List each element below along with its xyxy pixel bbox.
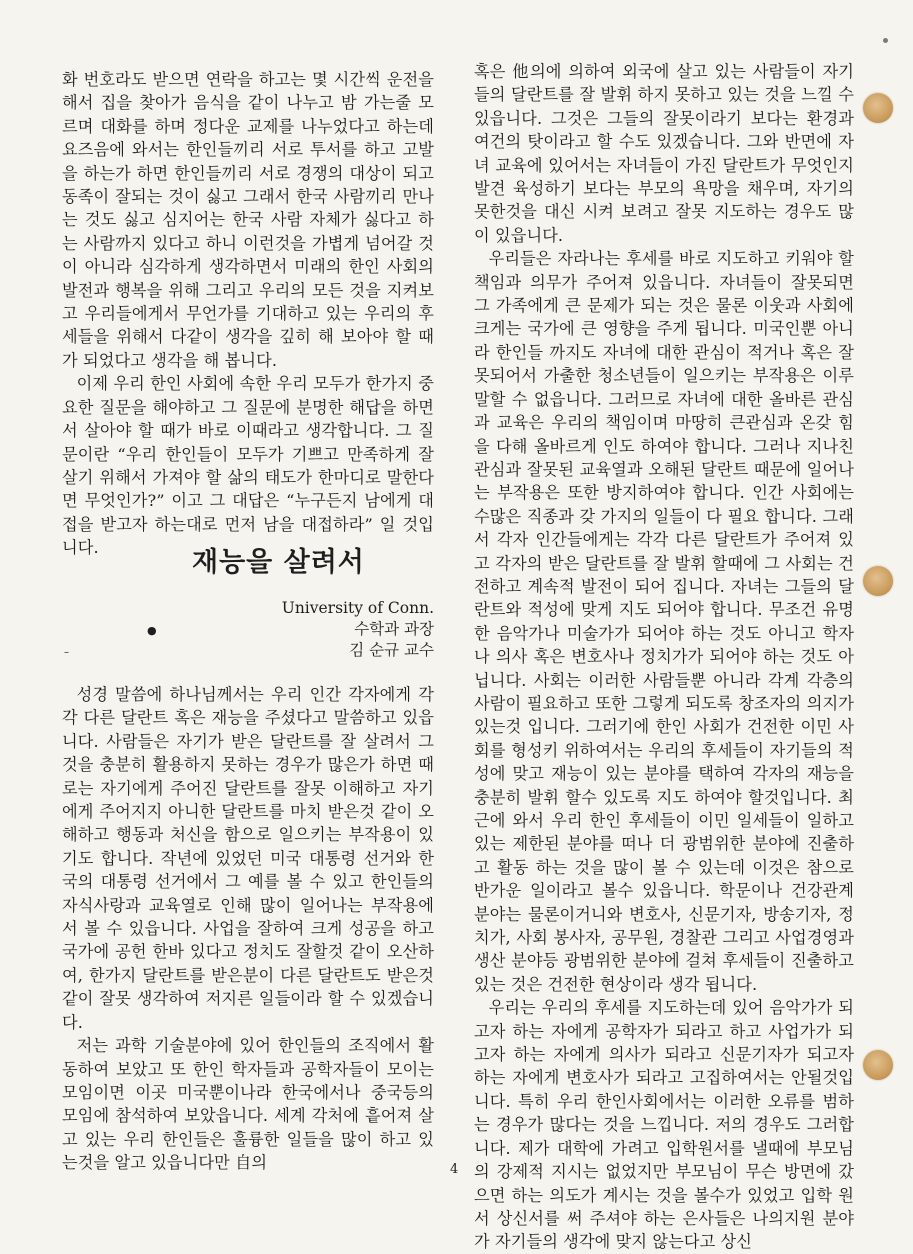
punch-hole xyxy=(863,93,893,123)
dash-mark: – xyxy=(64,647,69,658)
page-number: 4 xyxy=(450,1162,459,1177)
article-body-right xyxy=(474,60,854,1254)
bullet-mark: ● xyxy=(147,624,157,637)
punch-hole xyxy=(863,1050,893,1080)
paragraph: 화 번호라도 받으면 연락을 하고는 몇 시간씩 운전을 해서 집을 찾아가 음식을 같이 나누고 밤 가는줄 모르며 대화를 하며 정다운 교제를 나누었다고 하는데 요즈음에 와서는 한인들끼리 서로 투서를 하고 고발을 하는가 하면 한인들끼리 서로 경쟁의 대상이 되고 동족이 잘되는 것이 싫고 그래서 한국 사람끼리 만나는 것도 싫고 심지어는 한국 사람 자체가 싫다고 하는 사람까지 있다고 하니 이런것을 가볍게 넘어갈 것이 아니라 심각하게 생각하면서 미래의 한인 사회의 발전과 행복을 위해 그리고 우리의 모든 것을 지켜보고 우리들에게서 무언가를 기대하고 있는 우리의 후세들을 위해서 다같이 생각을 깊히 해 보아야 할 때가 되었다고 생각을 해 봅니다. xyxy=(62,70,434,370)
paragraph: 저는 과학 기술분야에 있어 한인들의 조직에서 활동하여 보았고 또 한인 학자들과 공학자들이 모이는 모임이면 이곳 미국뿐이나라 한국에서나 중국등의 모임에 참석하여 보았읍니다. 세계 각처에 흩어져 살고 있는 우리 한인들은 훌륭한 일들을 많이 하고 있는것을 알고 있읍니다만 自의 xyxy=(62,1036,434,1173)
binder-pin-mark xyxy=(883,38,888,43)
paragraph: 성경 말씀에 하나님께서는 우리 인간 각자에게 각각 다른 달란트 혹은 재능을 주셨다고 말씀하고 있읍니다. 사람들은 자기가 받은 달란트를 잘 살려서 그것을 충분히 활용하지 못하는 경우가 많은가 하면 때로는 자기에게 주어진 달란트를 잘못 이해하고 자기에게 주어지지 아니한 달란트를 마치 받은것 같이 오해하고 행동과 처신을 함으로 일으키는 부작용이 있기도 합니다. 작년에 있었던 미국 대통령 선거와 한국의 대통령 선거에서 그 예를 볼 수 있고 한인들의 자식사랑과 교육열로 인해 많이 일어나는 부작용에서 볼 수 있읍니다. 사업을 잘하여 크게 성공을 하고 국가에 공헌 한바 있다고 정치도 잘할것 같이 오산하여, 한가지 달란트를 받은분이 다른 달란트도 받은것 같이 잘못 생각하여 저지른 일들이라 할 수 있겠습니다. xyxy=(62,685,434,1032)
punch-hole xyxy=(863,566,893,596)
article-body-left xyxy=(62,683,434,1175)
paragraph: 혹은 他의에 의하여 외국에 살고 있는 사람들이 자기들의 달란트를 잘 발휘 하지 못하고 있는 것을 느낄 수 있읍니다. 그것은 그들의 잘못이라기 보다는 환경과 여건의 탓이라고 할 수도 있겠습니다. 그와 반면에 자녀 교육에 있어서는 자녀들이 가진 달란트가 무엇인지 발견 육성하기 보다는 부모의 욕망을 채우며, 자기의 못한것을 대신 시켜 보려고 잘못 지도하는 경우도 많이 있읍니다. xyxy=(474,62,854,245)
byline-department: 수학과 과장 xyxy=(354,620,434,638)
left-column-continued-text xyxy=(62,68,434,560)
paragraph: 우리들은 자라나는 후세를 바로 지도하고 키워야 할 책임과 의무가 주어져 있읍니다. 자녀들이 잘못되면 그 가족에게 큰 문제가 되는 것은 물론 이웃과 사회에 크게는 국가에 큰 영향을 주게 됩니다. 미국인뿐 아니라 한인들 까지도 자녀에 대한 관심이 적거나 혹은 잘못되어서 가출한 청소년들이 일으키는 부작용은 이루 말할 수 없읍니다. 그러므로 자녀에 대한 올바른 관심과 교육은 우리의 책임이며 마땅히 큰관심과 온갖 힘을 다해 올바르게 인도 하여야 합니다. 그러나 지나친 관심과 잘못된 교육열과 오해된 달란트 때문에 일어나는 부작용은 또한 방지하여야 합니다. 인간 사회에는 수많은 직종과 갖 가지의 일들이 다 필요 합니다. 그래서 각자 인간들에게는 각각 다른 달란트가 주어져 있고 각자의 받은 달란트를 잘 발휘 할때에 그 사회는 건전하고 계속적 발전이 되어 집니다. 자녀는 그들의 달란트와 적성에 맞게 지도 되어야 합니다. 무조건 유명한 음악가나 미술가가 되어야 하는 것도 아니고 학자나 의사 혹은 변호사나 정치가가 되어야 하는 것도 아닙니다. 사회는 이러한 사람들뿐 아니라 각계 각층의 사람이 필요하고 또한 그렇게 되도록 창조자의 의지가 있는것 입니다. 그러기에 한인 사회가 건전한 이민 사회를 형성키 위하여서는 우리의 후세들이 자기들의 적성에 맞고 재능이 있는 분야를 택하여 각자의 재능을 충분히 발휘 할수 있도록 지도 하여야 할것입니다. 최근에 와서 우리 한인 후세들이 이민 일세들이 일하고 있는 제한된 분야를 떠나 더 광범위한 분야에 진출하고 활동 하는 것을 많이 볼 수 있는데 이것은 참으로 반가운 일이라고 볼수 있읍니다. 학문이나 건강관계 분야는 물론이거니와 변호사, 신문기자, 방송기자, 정치가, 사회 봉사자, 공무원, 경찰관 그리고 사업경영과 생산 분야등 광범위한 분야에 걸쳐 후세들이 진출하고 있는 것은 건전한 현상이라 생각 됩니다. xyxy=(474,249,854,994)
byline-author: 김 순규 교수 xyxy=(349,641,434,659)
byline-affiliation: University of Conn. xyxy=(281,599,434,617)
paragraph: 우리는 우리의 후세를 지도하는데 있어 음악가가 되고자 하는 자에게 공학자가 되라고 하고 사업가가 되고자 하는 자에게 의사가 되라고 신문기자가 되고자 하는 자에게 변호사가 되라고 고집하여서는 안될것입니다. 특히 우리 한인사회에서는 이러한 오류를 범하는 경우가 많다는 것을 느낍니다. 저의 경우도 그러합니다. 제가 대학에 가려고 입학원서를 낼때에 부모님의 강제적 지시는 없었지만 부모님이 무슨 방면에 갔으면 하는 의도가 계시는 것을 볼수가 있었고 입학 원서 상신서를 써 주셔야 하는 은사들은 나의지원 분야가 자기들의 생각에 맞지 않는다고 상신 xyxy=(474,998,854,1252)
author-byline xyxy=(282,598,434,661)
article-title: 재능을 살려서 xyxy=(192,547,365,578)
paragraph: 이제 우리 한인 사회에 속한 우리 모두가 한가지 중요한 질문을 해야하고 그 질문에 분명한 해답을 하면서 살아야 할 때가 바로 이때라고 생각합니다. 그 질문이란 “우리 한인들이 모두가 기쁘고 만족하게 잘 살기 위해서 가져야 할 삶의 태도가 한마디로 말한다면 무엇인가?” 이고 그 대답은 “누구든지 남에게 대접을 받고자 하는대로 먼저 남을 대접하라” 일 것입니다. xyxy=(62,374,434,558)
